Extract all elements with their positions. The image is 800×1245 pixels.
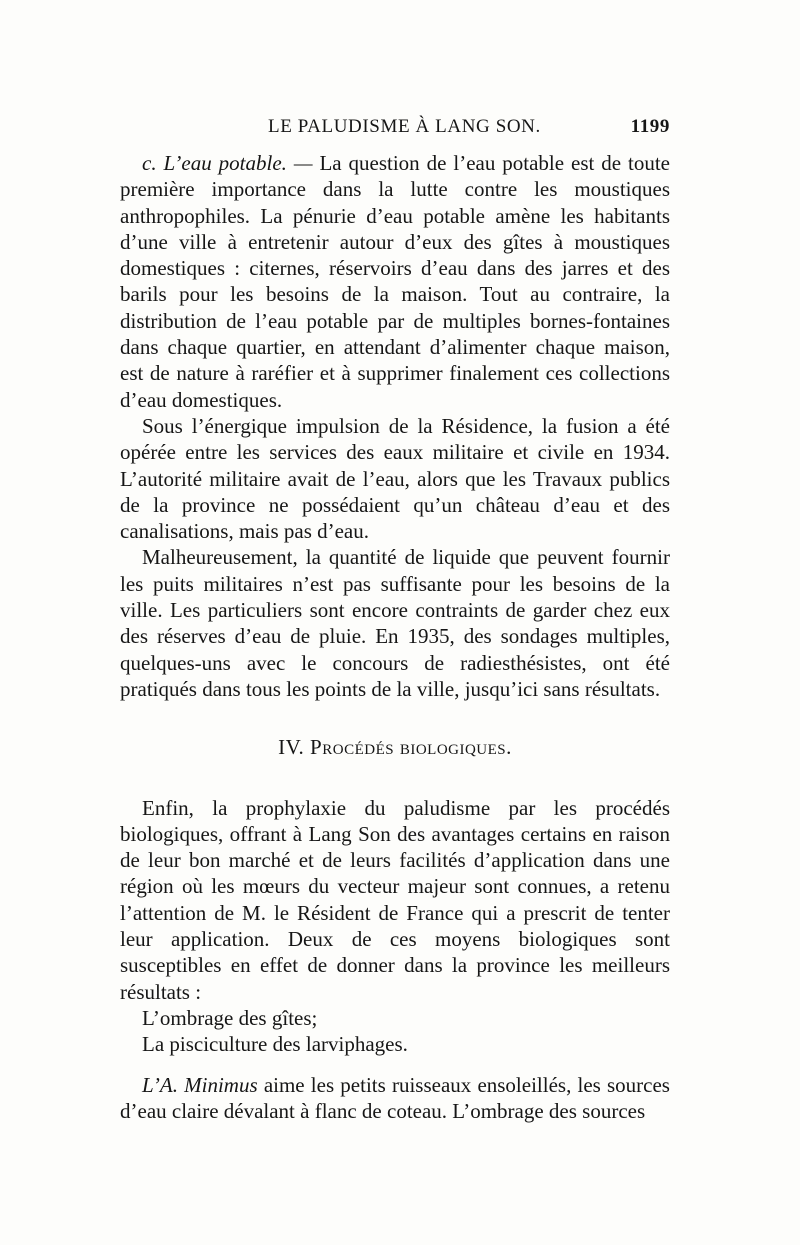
species-name: L’A. Minimus (142, 1072, 258, 1097)
list-item-ombrage: L’ombrage des gîtes; (142, 1005, 318, 1030)
paragraph-minimus (120, 1072, 670, 1125)
paragraph-eau-potable-text: La question de l’eau potable est de toute première importance dans la lutte contre les moustiques anthropophiles. La pénurie d’eau potable amène les habitants d’une ville à entretenir autour d’eux des gîtes à moustiques domestiques : citernes, réservoirs d’eau dans des jarres et des barils pour les besoins de la maison. Tout au contraire, la distribution de l’eau potable par de multiples bornes-fontaines dans chaque quartier, en attendant d’alimenter chaque maison, est de nature à raréfier et à supprimer finalement ces collections d’eau domestiques. (120, 151, 670, 412)
body-text (120, 150, 670, 1124)
section-title: Procédés biologiques. (310, 735, 512, 760)
paragraph-enfin: Enfin, la prophylaxie du paludisme par les procédés biologiques, offrant à Lang Son des avantages certains en raison de leur bon marché et de leurs facilités d’application dans une région où les mœurs du vecteur majeur sont connues, a retenu l’attention de M. le Résident de France qui a prescrit de tenter leur application. Deux de ces moyens biologiques sont susceptibles en effet de donner dans la province les meilleurs résultats : (120, 795, 670, 1004)
paragraph-malheureusement: Malheureusement, la quantité de liquide que peuvent fournir les puits militaires n’est pas suffisante pour les besoins de la ville. Les particuliers sont encore contraints de garder chez eux des réserves d’eau de pluie. En 1935, des sondages multiples, quelques-uns avec le concours de radiesthésistes, ont été pratiqués dans tous les points de la ville, jusqu’ici sans résultats. (120, 545, 670, 701)
section-heading (120, 734, 670, 760)
running-head (140, 116, 670, 142)
section-c-label: c. L’eau potable. — (142, 151, 313, 175)
section-numeral: IV. (278, 735, 305, 760)
running-title: LE PALUDISME À LANG SON. (268, 116, 541, 137)
paragraph-residence: Sous l’énergique impulsion de la Résidence, la fusion a été opérée entre les services des eaux militaire et civile en 1934. L’autorité militaire avait de l’eau, alors que les Travaux publics de la province ne possédaient qu’un château d’eau et des canalisations, mais pas d’eau. (120, 413, 670, 544)
paragraph-eau-potable (120, 150, 670, 413)
list-item-pisciculture: La pisciculture des larviphages. (142, 1032, 408, 1057)
page-number: 1199 (630, 116, 670, 137)
paragraph-minimus-text: aime les petits ruisseaux ensoleillés, les sources d’eau claire dévalant à flanc de coteau. L’ombrage des sources (120, 1072, 670, 1123)
